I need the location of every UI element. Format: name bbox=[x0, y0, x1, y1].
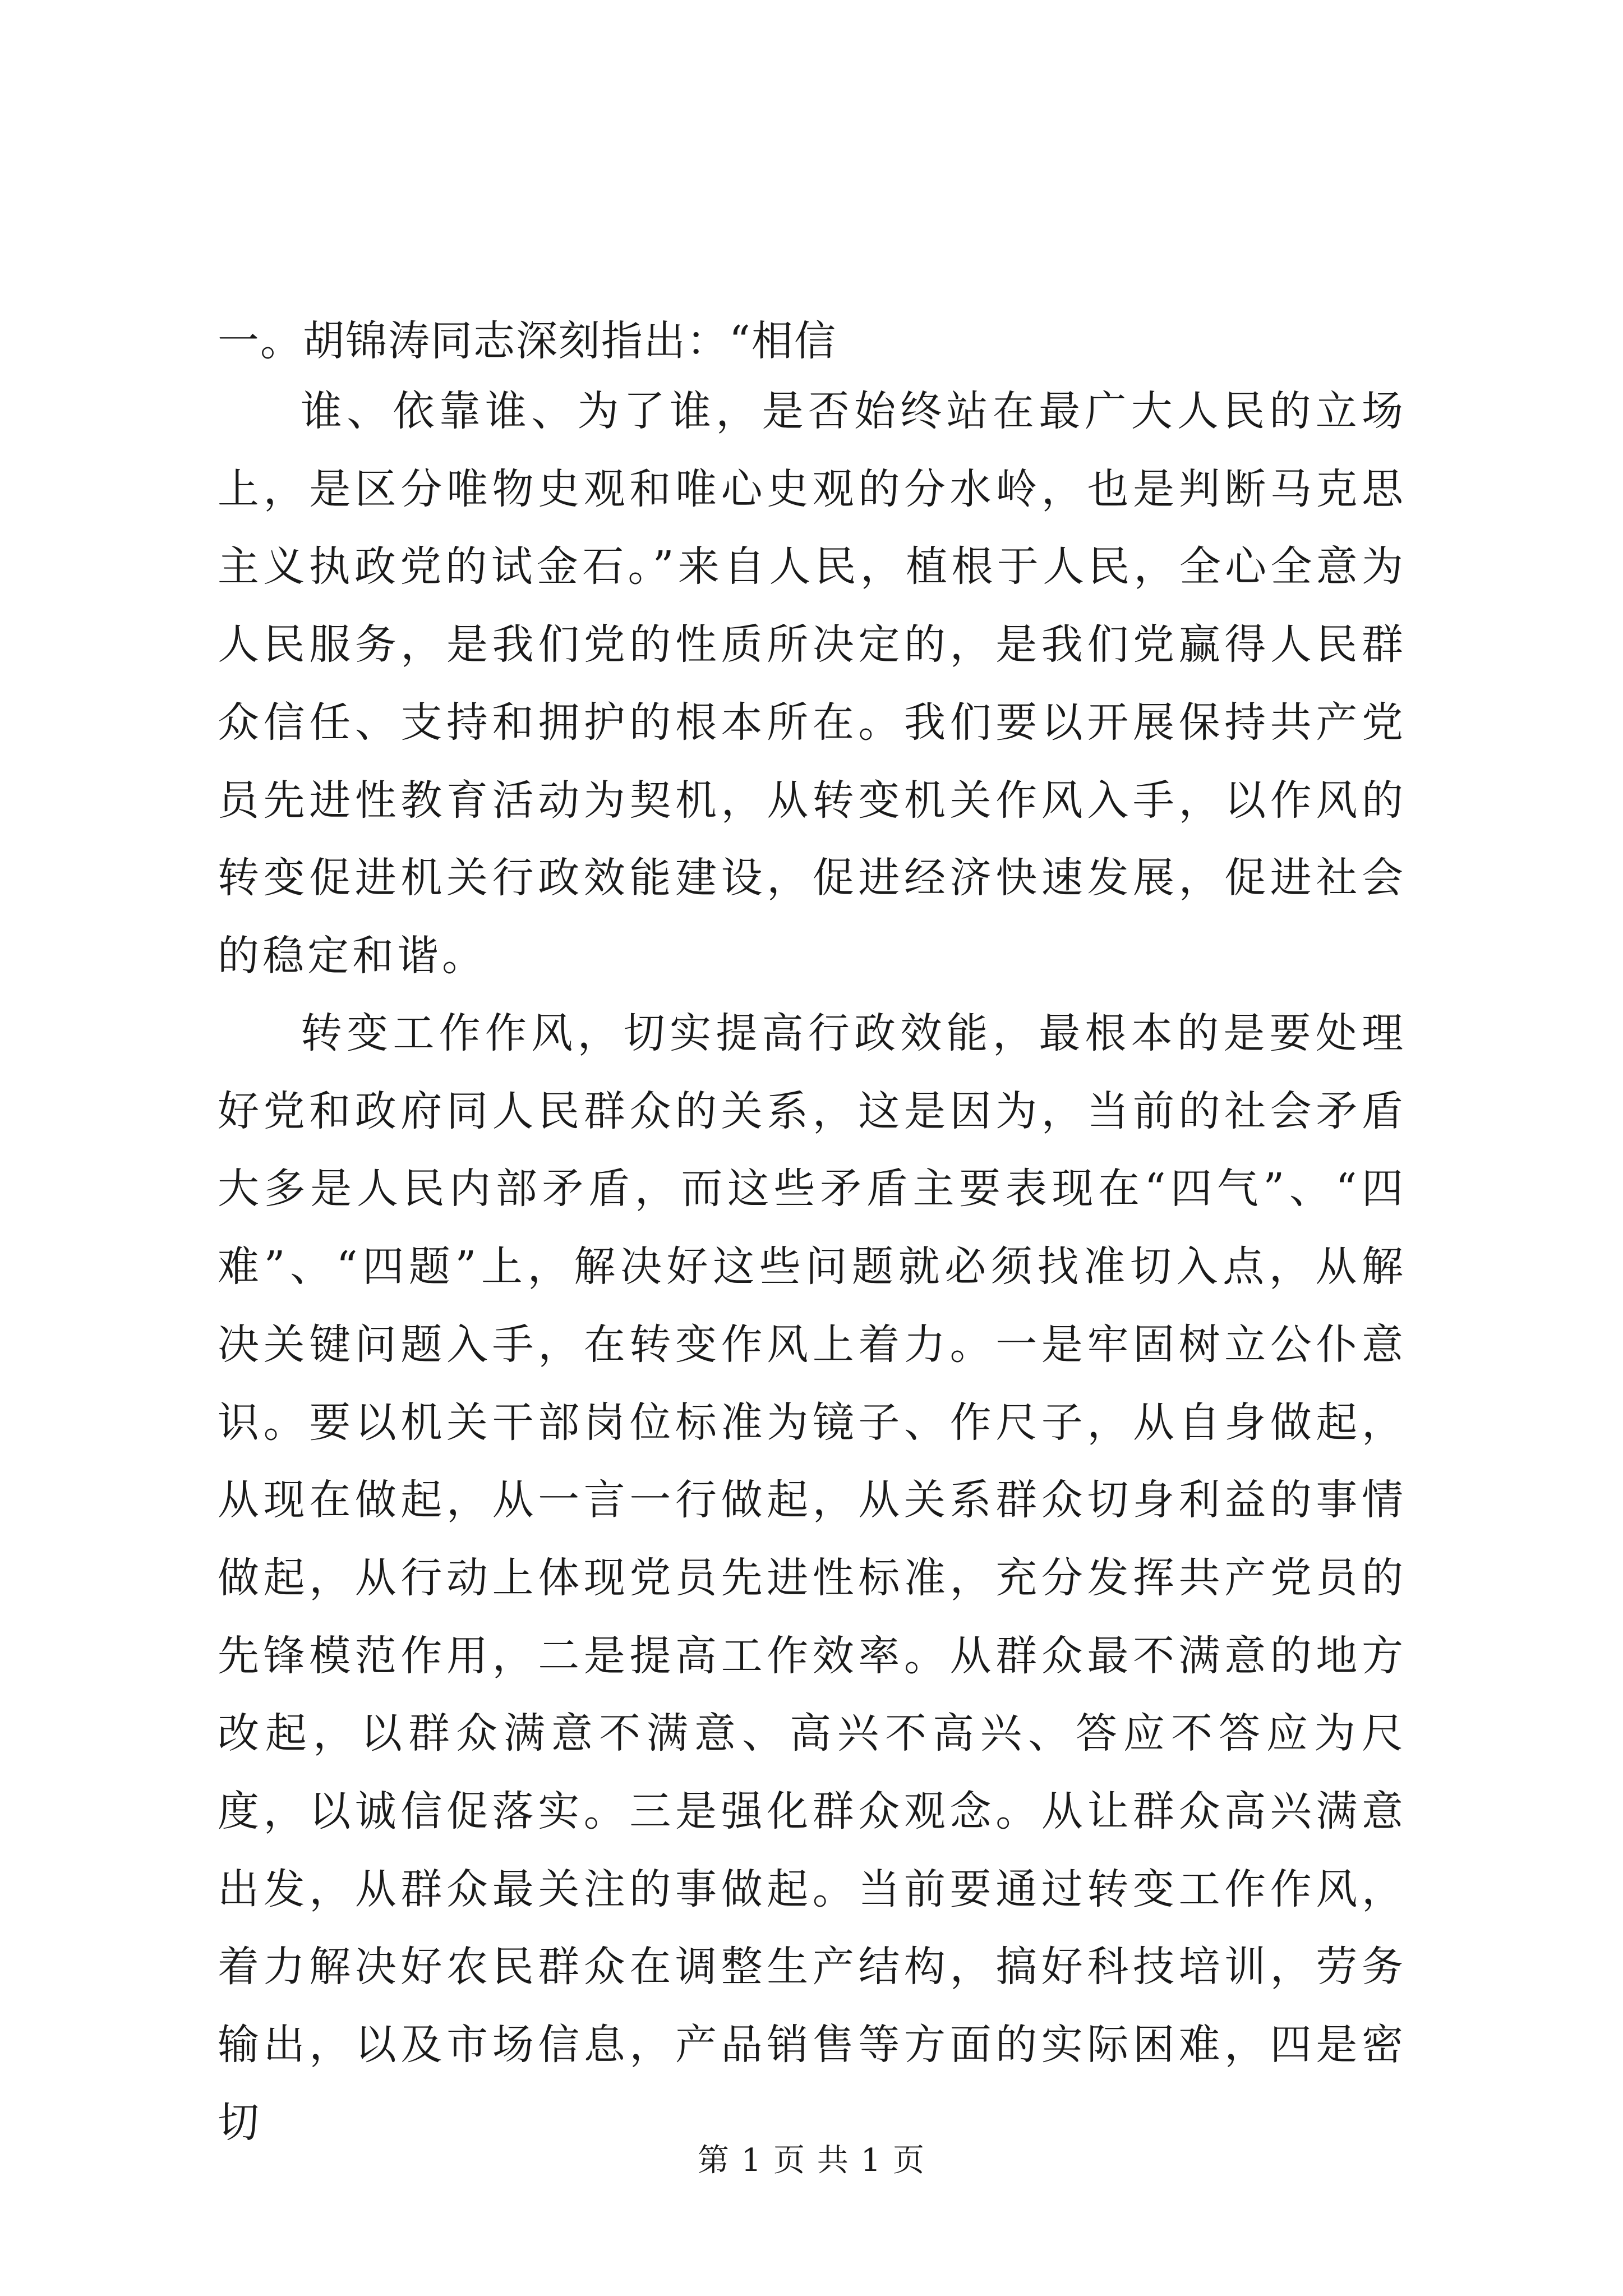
page-footer: 第 1 页 共 1 页 bbox=[697, 2142, 926, 2179]
paragraph-1: 谁、依靠谁、为了谁，是否始终站在最广大人民的立场上，是区分唯物史观和唯心史观的分水岭，也是判断马克思主义执政党的试金石。”来自人民，植根于人民，全心全意为人民服务，是我们党的性质所决定的，是我们党赢得人民群众信任、支持和拥护的根本所在。我们要以开展保持共产党员先进性教育活动为契机，从转变机关作风入手，以作风的转变促进机关行政效能建设，促进经济快速发展，促进社会的稳定和谐。 bbox=[218, 387, 1407, 980]
heading-line: 一。胡锦涛同志深刻指出：“相信 bbox=[218, 317, 837, 365]
paragraph-2: 转变工作作风，切实提高行政效能，最根本的是要处理好党和政府同人民群众的关系，这是因为，当前的社会矛盾大多是人民内部矛盾，而这些矛盾主要表现在“四气”、“四难”、“四题”上，解决好这些问题就必须找准切入点，从解决关键问题入手，在转变作风上着力。一是牢固树立公仆意识。要以机关干部岗位标准为镜子、作尺子，从自身做起，从现在做起，从一言一行做起，从关系群众切身利益的事情做起，从行动上体现党员先进性标准，充分发挥共产党员的先锋模范作用，二是提高工作效率。从群众最不满意的地方改起，以群众满意不满意、高兴不高兴、答应不答应为尺度，以诚信促落实。三是强化群众观念。从让群众高兴满意出发，从群众最关注的事做起。当前要通过转变工作作风，着力解决好农民群众在调整生产结构，搞好科技培训，劳务输出，以及市场信息，产品销售等方面的实际困难，四是密切 bbox=[218, 1009, 1407, 2147]
